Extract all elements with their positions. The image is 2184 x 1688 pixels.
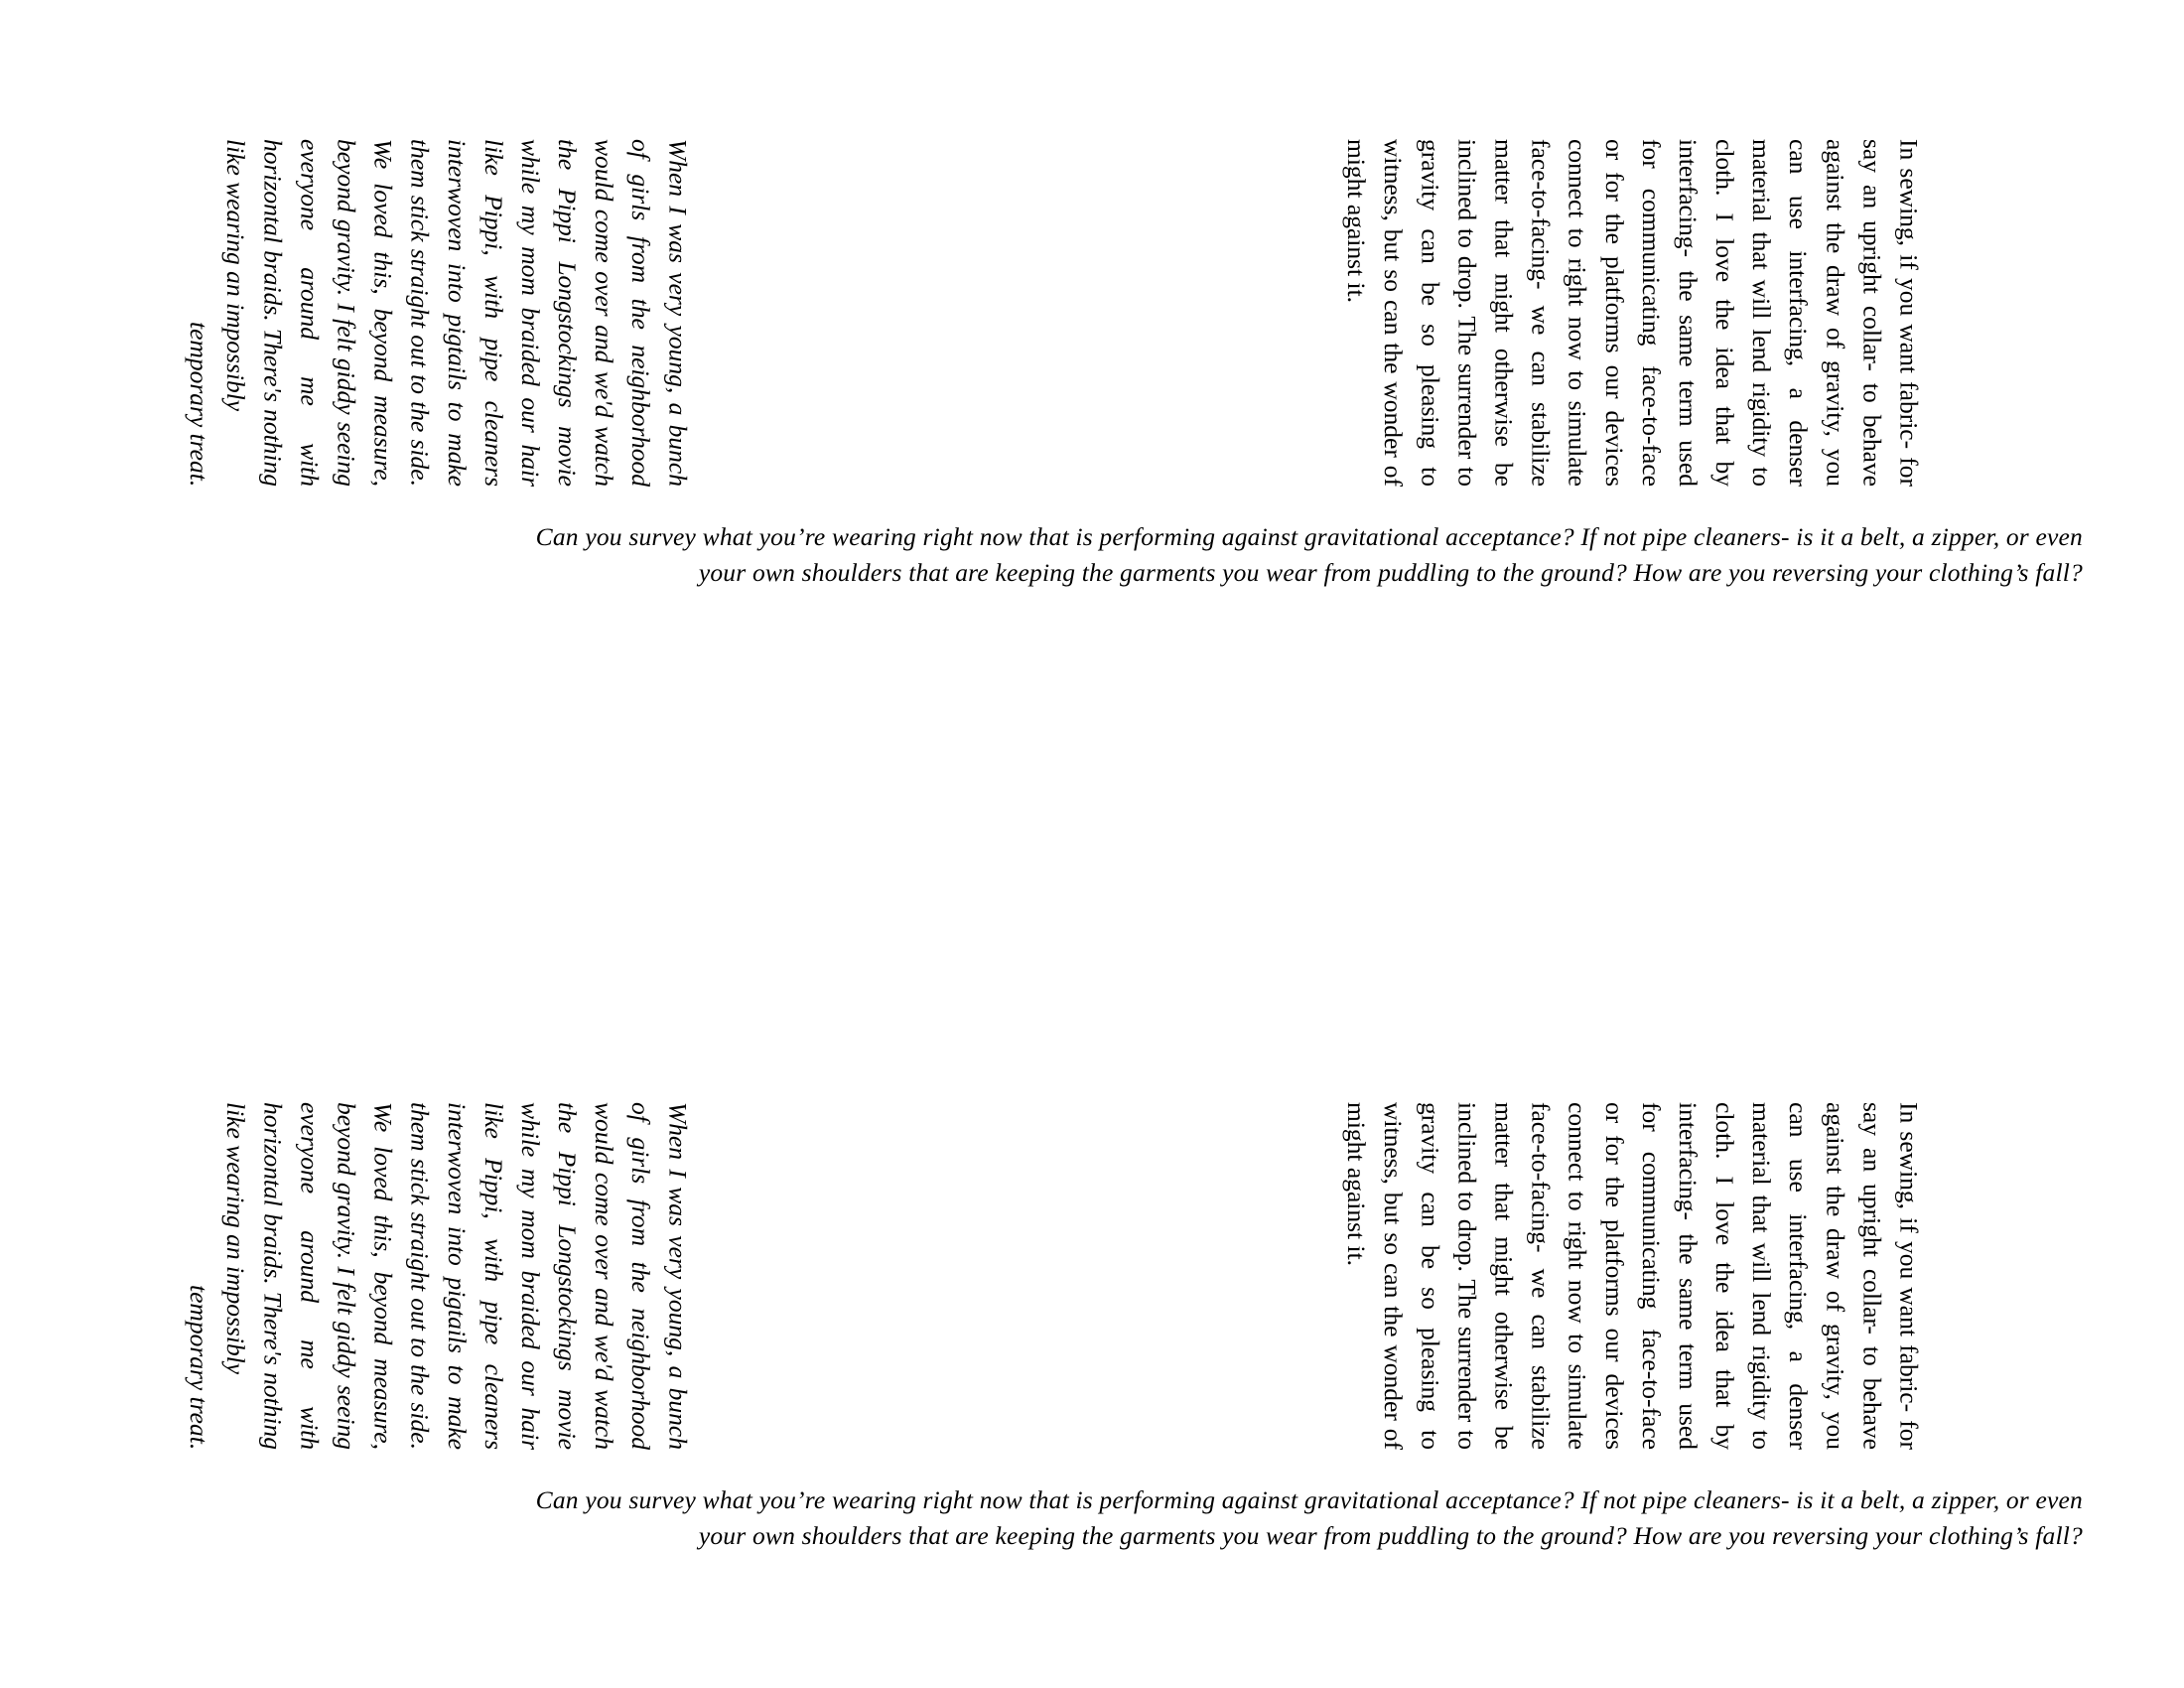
- question-line-1: Can you survey what you’re wearing right now that is performing against gravitational acceptance? If not pipe cleaners- is it a belt, a zipper, or even: [535, 522, 2083, 551]
- memory-paragraph-main: When I was very young, a bunch of girls from the neighborhood would come over and we'd watch the Pippi Longstockings movie while my mom braided our hair like Pippi, with pipe cleaners interwoven into pigtails to make them stick straight out to the side. We loved this, beyond measure, beyond gravity. I felt giddy seeing everyone around me with horizontal braids. There's nothing like wearing an impossibly: [221, 1102, 693, 1450]
- question-prompt: [195, 519, 2083, 591]
- memory-paragraph-end: temporary treat.: [185, 321, 214, 487]
- sewing-paragraph: In sewing, if you want fabric- for say an upright collar- to behave against the draw of gravity, you can use interfacing, a denser material that will lend rigidity to cloth. I love the idea that by interfacing- the same term used for communicating face-to-face or for the platforms our devices connect to right now to simulate face-to-facing- we can stabilize matter that might otherwise be inclined to drop. The surrender to gravity can be so pleasing to witness, but so can the wonder of might against it.: [1342, 139, 1924, 487]
- panel-bottom: [0, 963, 2184, 1688]
- question-line-2: your own shoulders that are keeping the garments you wear from puddling to the ground? How are you reversing your clothing’s fall?: [698, 558, 2083, 587]
- memory-column: [181, 1102, 794, 1450]
- question-line-1: Can you survey what you’re wearing right now that is performing against gravitational acceptance? If not pipe cleaners- is it a belt, a zipper, or even: [535, 1485, 2083, 1514]
- memory-paragraph: [181, 139, 696, 487]
- memory-paragraph: [181, 1102, 696, 1450]
- sewing-column: [1338, 1102, 2091, 1450]
- memory-column: [181, 139, 794, 487]
- sewing-column: [1338, 139, 2091, 487]
- question-line-2: your own shoulders that are keeping the garments you wear from puddling to the ground? How are you reversing your clothing’s fall?: [698, 1521, 2083, 1550]
- question-prompt: [195, 1482, 2083, 1554]
- sewing-paragraph: In sewing, if you want fabric- for say an upright collar- to behave against the draw of gravity, you can use interfacing, a denser material that will lend rigidity to cloth. I love the idea that by interfacing- the same term used for communicating face-to-face or for the platforms our devices connect to right now to simulate face-to-facing- we can stabilize matter that might otherwise be inclined to drop. The surrender to gravity can be so pleasing to witness, but so can the wonder of might against it.: [1342, 1102, 1924, 1450]
- memory-paragraph-end: temporary treat.: [185, 1284, 214, 1450]
- memory-paragraph-main: When I was very young, a bunch of girls from the neighborhood would come over and we'd watch the Pippi Longstockings movie while my mom braided our hair like Pippi, with pipe cleaners interwoven into pigtails to make them stick straight out to the side. We loved this, beyond measure, beyond gravity. I felt giddy seeing everyone around me with horizontal braids. There's nothing like wearing an impossibly: [221, 139, 693, 487]
